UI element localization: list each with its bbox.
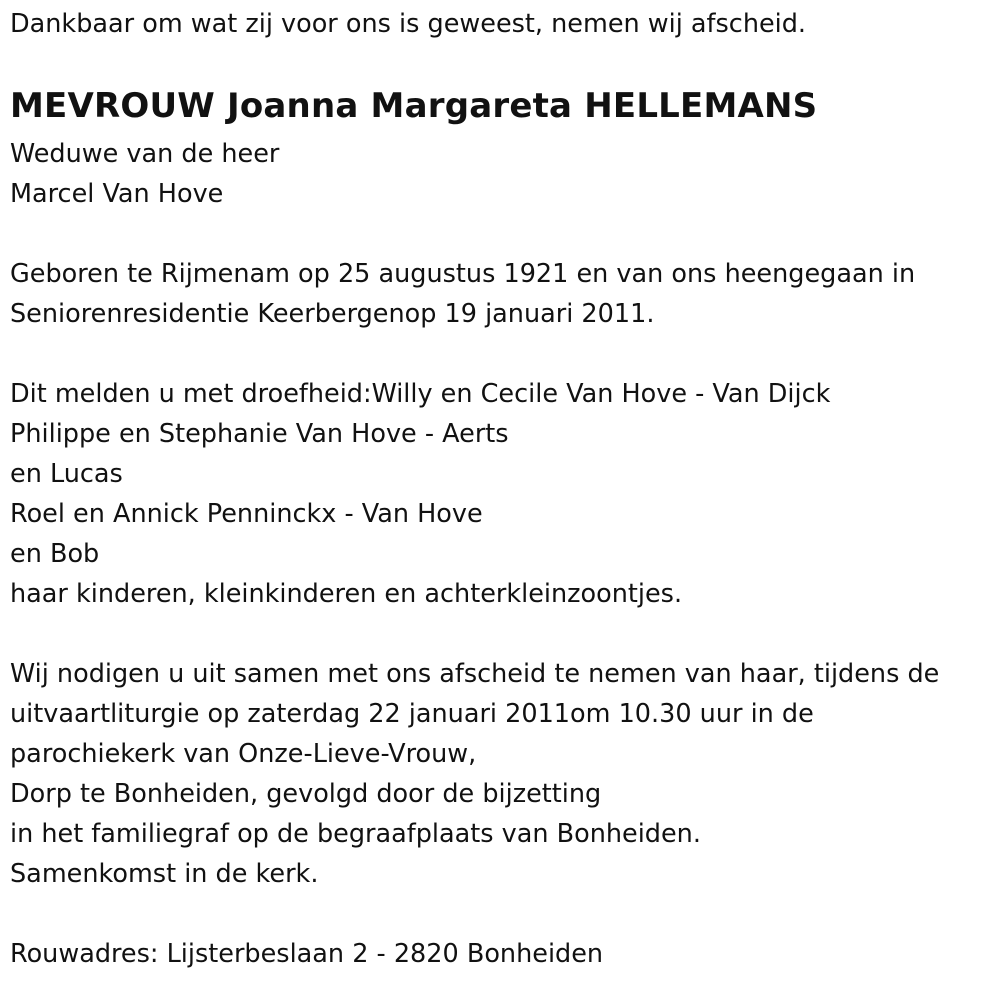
invitation-line: uitvaartliturgie op zaterdag 22 januari 2011om 10.30 uur in de <box>10 699 814 729</box>
family-line: Philippe en Stephanie Van Hove - Aerts <box>10 419 509 449</box>
invitation-line: Samenkomst in de kerk. <box>10 859 319 889</box>
widow-section <box>10 134 279 214</box>
birth-death-section <box>10 254 915 334</box>
family-line: en Lucas <box>10 459 123 489</box>
deceased-name: MEVROUW Joanna Margareta HELLEMANS <box>10 86 818 126</box>
family-line: Dit melden u met droefheid:Willy en Cecile Van Hove - Van Dijck <box>10 379 831 409</box>
intro-text: Dankbaar om wat zij voor ons is geweest, nemen wij afscheid. <box>10 9 807 39</box>
invitation-section <box>10 654 939 894</box>
mourning-address: Rouwadres: Lijsterbeslaan 2 - 2820 Bonheiden <box>10 939 604 969</box>
widow-line: Weduwe van de heer <box>10 139 280 169</box>
family-line: en Bob <box>10 539 100 569</box>
family-line: Roel en Annick Penninckx - Van Hove <box>10 499 483 529</box>
invitation-line: in het familiegraf op de begraafplaats van Bonheiden. <box>10 819 701 849</box>
death-line: Seniorenresidentie Keerbergenop 19 januari 2011. <box>10 299 655 329</box>
invitation-line: Dorp te Bonheiden, gevolgd door de bijzetting <box>10 779 602 809</box>
family-line: haar kinderen, kleinkinderen en achterkleinzoontjes. <box>10 579 683 609</box>
family-section <box>10 374 830 614</box>
birth-line: Geboren te Rijmenam op 25 augustus 1921 en van ons heengegaan in <box>10 259 916 289</box>
invitation-line: parochiekerk van Onze-Lieve-Vrouw, <box>10 739 477 769</box>
address-section <box>10 934 603 974</box>
invitation-line: Wij nodigen u uit samen met ons afscheid te nemen van haar, tijdens de <box>10 659 940 689</box>
spouse-name: Marcel Van Hove <box>10 179 224 209</box>
